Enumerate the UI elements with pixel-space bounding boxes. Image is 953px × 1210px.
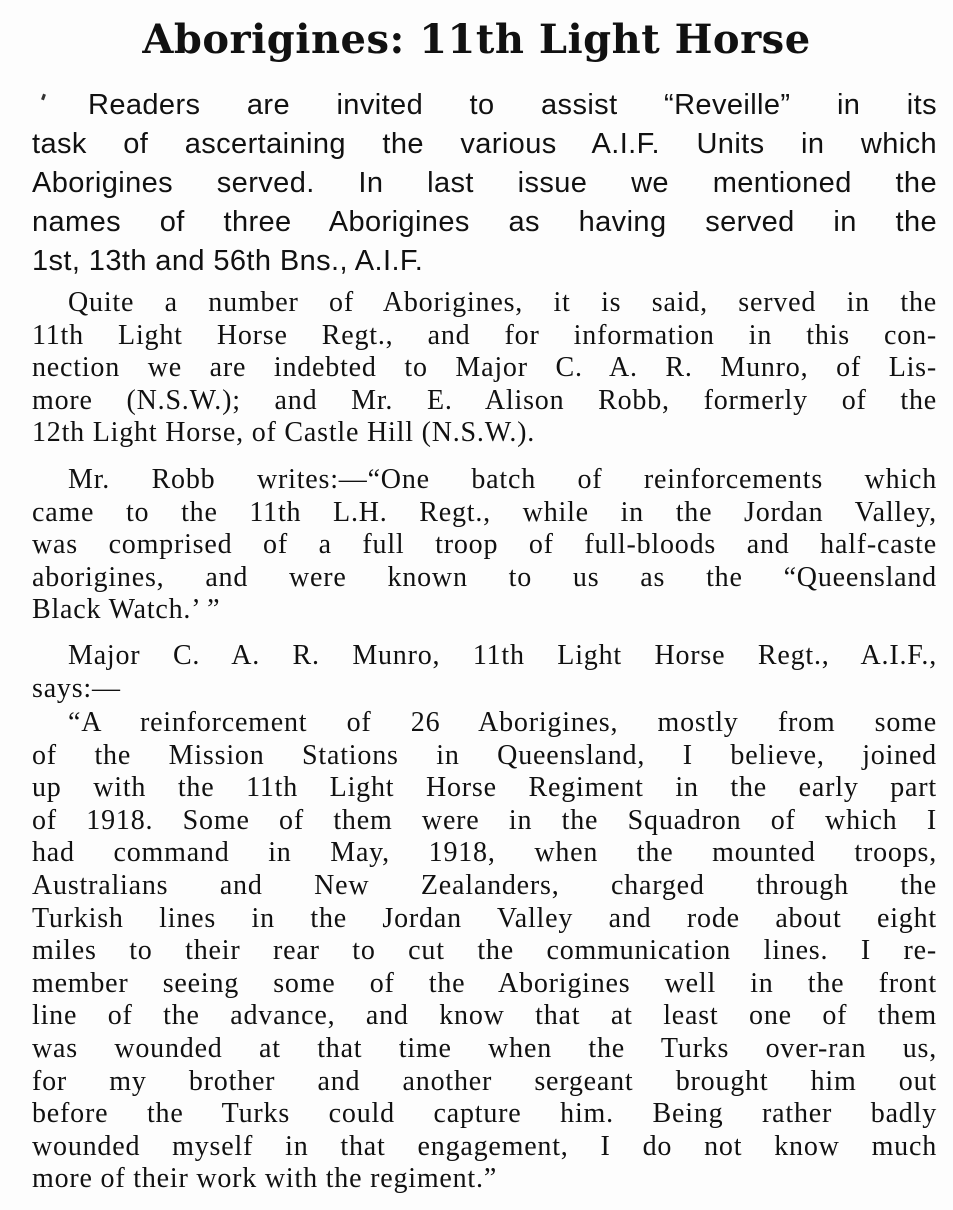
body-line: had command in May, 1918, when the mounted troops, [32, 837, 937, 869]
lead-line: names of three Aborigines as having served in the [32, 206, 937, 238]
paragraph-aborigines-11th-lh [32, 287, 937, 450]
body-line: Major C. A. R. Munro, 11th Light Horse Regt., A.I.F., [68, 640, 937, 671]
body-line: came to the 11th L.H. Regt., while in the Jordan Valley, [32, 496, 937, 528]
body-line: “A reinforcement of 26 Aborigines, mostly from some [68, 707, 937, 738]
paragraph-munro-quote [32, 707, 937, 1196]
body-line: Mr. Robb writes:—“One batch of reinforcements which [68, 464, 937, 495]
body-line: was comprised of a full troop of full-bloods and half-caste [32, 529, 937, 561]
lead-line: 1st, 13th and 56th Bns., A.I.F. [32, 245, 424, 277]
body-line: aborigines, and were known to us as the “Queensland [32, 561, 937, 593]
lead-paragraph [32, 86, 937, 281]
body-line: more (N.S.W.); and Mr. E. Alison Robb, formerly of the [32, 384, 937, 416]
paragraph-robb-letter [32, 464, 937, 627]
body-line: member seeing some of the Aborigines well in the front [32, 967, 937, 999]
body-line: Quite a number of Aborigines, it is said, served in the [68, 287, 937, 318]
body-line: 11th Light Horse Regt., and for information in this con- [32, 319, 937, 351]
body-line: for my brother and another sergeant brought him out [32, 1065, 937, 1097]
headline: Aborigines: 11th Light Horse [142, 16, 811, 63]
body-line: nection we are indebted to Major C. A. R. Munro, of Lis- [32, 352, 937, 384]
lead-line: Aborigines served. In last issue we mentioned the [32, 167, 937, 199]
body-line: Australians and New Zealanders, charged through the [32, 869, 937, 901]
body-line: up with the 11th Light Horse Regiment in the early part [32, 772, 937, 804]
body-line: was wounded at that time when the Turks over-ran us, [32, 1032, 937, 1064]
body-line: Black Watch.’ ” [32, 594, 221, 626]
body-line: Turkish lines in the Jordan Valley and rode about eight [32, 902, 937, 934]
lead-line: Readers are invited to assist “Reveille” in its [88, 89, 937, 121]
body-line: of the Mission Stations in Queensland, I believe, joined [32, 739, 937, 771]
body-line: says:— [32, 672, 121, 704]
body-line: more of their work with the regiment.” [32, 1163, 498, 1195]
lead-line: task of ascertaining the various A.I.F. Units in which [32, 128, 937, 160]
body-line: miles to their rear to cut the communication lines. I re- [32, 935, 937, 967]
body-line: wounded myself in that engagement, I do not know much [32, 1130, 937, 1162]
body-line: of 1918. Some of them were in the Squadron of which I [32, 804, 937, 836]
body-line: line of the advance, and know that at least one of them [32, 1000, 937, 1032]
body-line: before the Turks could capture him. Being rather badly [32, 1098, 937, 1130]
paragraph-munro-intro [32, 640, 937, 705]
body-line: 12th Light Horse, of Castle Hill (N.S.W.). [32, 417, 536, 449]
